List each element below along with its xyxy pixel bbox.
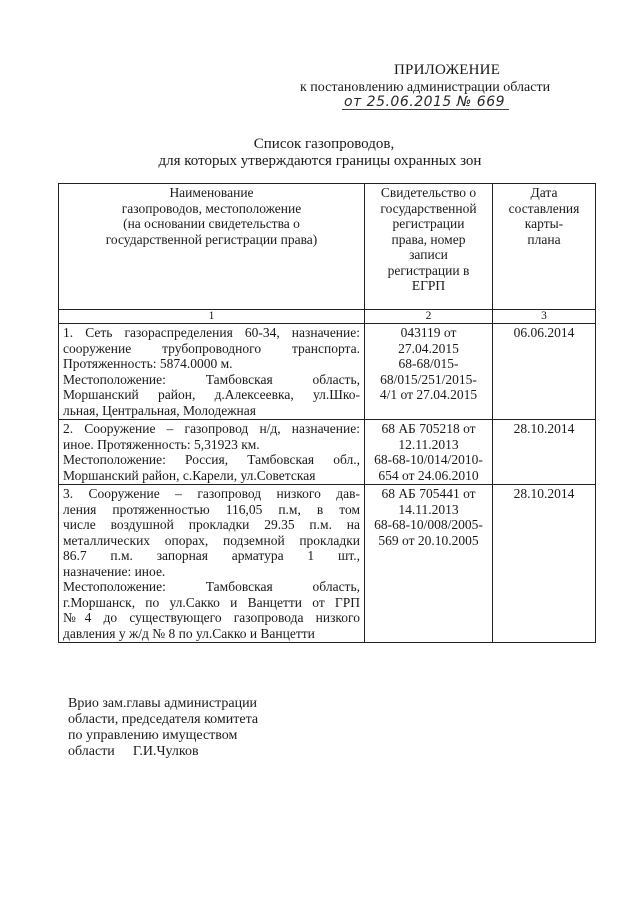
column-number: 1	[59, 310, 365, 324]
description-line: Местоположение: Россия, Тамбовская обл.,	[63, 452, 360, 467]
description-line: льная, Центральная, Молодежная	[63, 402, 256, 418]
description-line: давления у ж/д № 8 по ул.Сакко и Ванцетти	[63, 625, 315, 641]
signatory-name: Г.И.Чулков	[132, 744, 199, 759]
signature-line-3: по управлению имуществом	[68, 728, 238, 743]
description-line: назначение: иное.	[63, 563, 166, 579]
certificate-line: 4/1 от 27.04.2015	[379, 387, 478, 402]
description-line: Моршанский район, с.Карели, ул.Советская	[63, 467, 316, 483]
header-cert-line: записи	[409, 247, 448, 262]
header-certificate-column	[365, 184, 493, 310]
certificate-line: 68 АБ 705218 от	[381, 421, 476, 436]
table-row	[59, 420, 596, 485]
description-line: ления протяженностью 116,05 п.м, в том	[63, 501, 360, 517]
header-name-line: газопроводов, местоположение	[121, 200, 302, 216]
description-line: иное. Протяженность: 5,31923 км.	[63, 436, 260, 452]
description-line: сооружение трубопроводного транспорта.	[63, 340, 360, 356]
signature-line-2: области, председателя комитета	[68, 712, 259, 727]
handwritten-underline	[342, 109, 509, 110]
header-cert-line: регистрации	[392, 216, 465, 231]
handwritten-reference	[344, 94, 505, 110]
certificate-line: 12.11.2013	[398, 436, 459, 452]
description-line: Протяженность: 5874.0000 м.	[63, 356, 233, 371]
table-header-row	[59, 184, 596, 310]
pipeline-description	[59, 420, 365, 485]
header-name-line: государственной регистрации права)	[105, 231, 318, 247]
certificate-line: 14.11.2013	[398, 501, 459, 517]
header-date-line: карты-	[524, 216, 564, 231]
description-line: 86.7 п.м. запорная арматура 1 шт.,	[63, 548, 360, 563]
description-line: 1. Сеть газораспределения 60-34, назначение:	[63, 325, 360, 340]
appendix-subtitle: к постановлению администрации области	[300, 80, 551, 95]
description-line: числе воздушной прокладки 29.35 п.м. на	[63, 517, 360, 532]
pipeline-map-date: 28.10.2014	[493, 485, 596, 643]
pipeline-description	[59, 324, 365, 420]
pipeline-certificate	[365, 485, 493, 643]
signature-line-4	[68, 744, 258, 760]
certificate-line: 569 от 20.10.2005	[378, 532, 479, 548]
certificate-line: 043119 от	[400, 325, 457, 340]
description-line: №4 до существующего газопровода низкого	[63, 610, 360, 625]
header-cert-line: ЕГРП	[411, 278, 446, 293]
list-title-line-1: Список газопроводов,	[253, 136, 395, 152]
pipeline-certificate	[365, 324, 493, 420]
header-cert-line: государственной	[380, 200, 477, 216]
column-number: 3	[493, 310, 596, 324]
header-date-line: плана	[527, 231, 561, 247]
header-date-line: Дата	[530, 185, 558, 200]
description-line: 3. Сооружение – газопровод низкого дав-	[63, 486, 360, 501]
description-line: Местоположение: Тамбовская область,	[63, 579, 360, 594]
description-line: 2. Сооружение – газопровод н/д, назначение:	[63, 421, 360, 436]
pipeline-certificate	[365, 420, 493, 485]
table-row	[59, 324, 596, 420]
signature-line-1: Врио зам.главы администрации	[68, 696, 258, 711]
signature-position: области	[68, 744, 115, 759]
header-date-line: составления	[508, 200, 580, 216]
gas-pipelines-table	[58, 183, 596, 643]
certificate-line: 654 от 24.06.2010	[378, 467, 479, 483]
appendix-title: ПРИЛОЖЕНИЕ	[394, 62, 501, 78]
description-line: Моршанский район, д.Алексеевка, ул.Шко-	[63, 387, 360, 402]
table-row	[59, 485, 596, 643]
certificate-line: 68-68-10/008/2005-	[374, 517, 483, 532]
pipeline-description	[59, 485, 365, 643]
header-cert-line: права, номер	[391, 231, 466, 247]
signature-block	[68, 696, 258, 760]
column-number-row	[59, 310, 596, 324]
list-title	[0, 136, 640, 170]
certificate-line: 27.04.2015	[398, 340, 459, 356]
list-title-line-2: для которых утверждаются границы охранных зон	[158, 153, 482, 169]
header-cert-line: регистрации в	[387, 262, 470, 278]
pipeline-map-date: 28.10.2014	[493, 420, 596, 485]
description-line: Местоположение: Тамбовская область,	[63, 371, 360, 387]
description-line: г.Моршанск, по ул.Сакко и Ванцетти от ГРП	[63, 594, 360, 610]
certificate-line: 68-68/015-	[398, 356, 459, 371]
certificate-line: 68 АБ 705441 от	[381, 486, 476, 501]
pipeline-map-date: 06.06.2014	[493, 324, 596, 420]
header-name-line: Наименование	[169, 185, 254, 200]
handwritten-reference-text: от 25.06.2015 № 669	[344, 94, 506, 110]
header-cert-line: Свидетельство о	[380, 185, 477, 200]
header-date-column	[493, 184, 596, 310]
certificate-line: 68/015/251/2015-	[380, 371, 477, 387]
header-name-line: (на основании свидетельства о	[123, 216, 300, 231]
header-name-column	[59, 184, 365, 310]
certificate-line: 68-68-10/014/2010-	[374, 452, 483, 467]
column-number: 2	[365, 310, 493, 324]
description-line: металлических опорах, подземной прокладки	[63, 532, 360, 548]
